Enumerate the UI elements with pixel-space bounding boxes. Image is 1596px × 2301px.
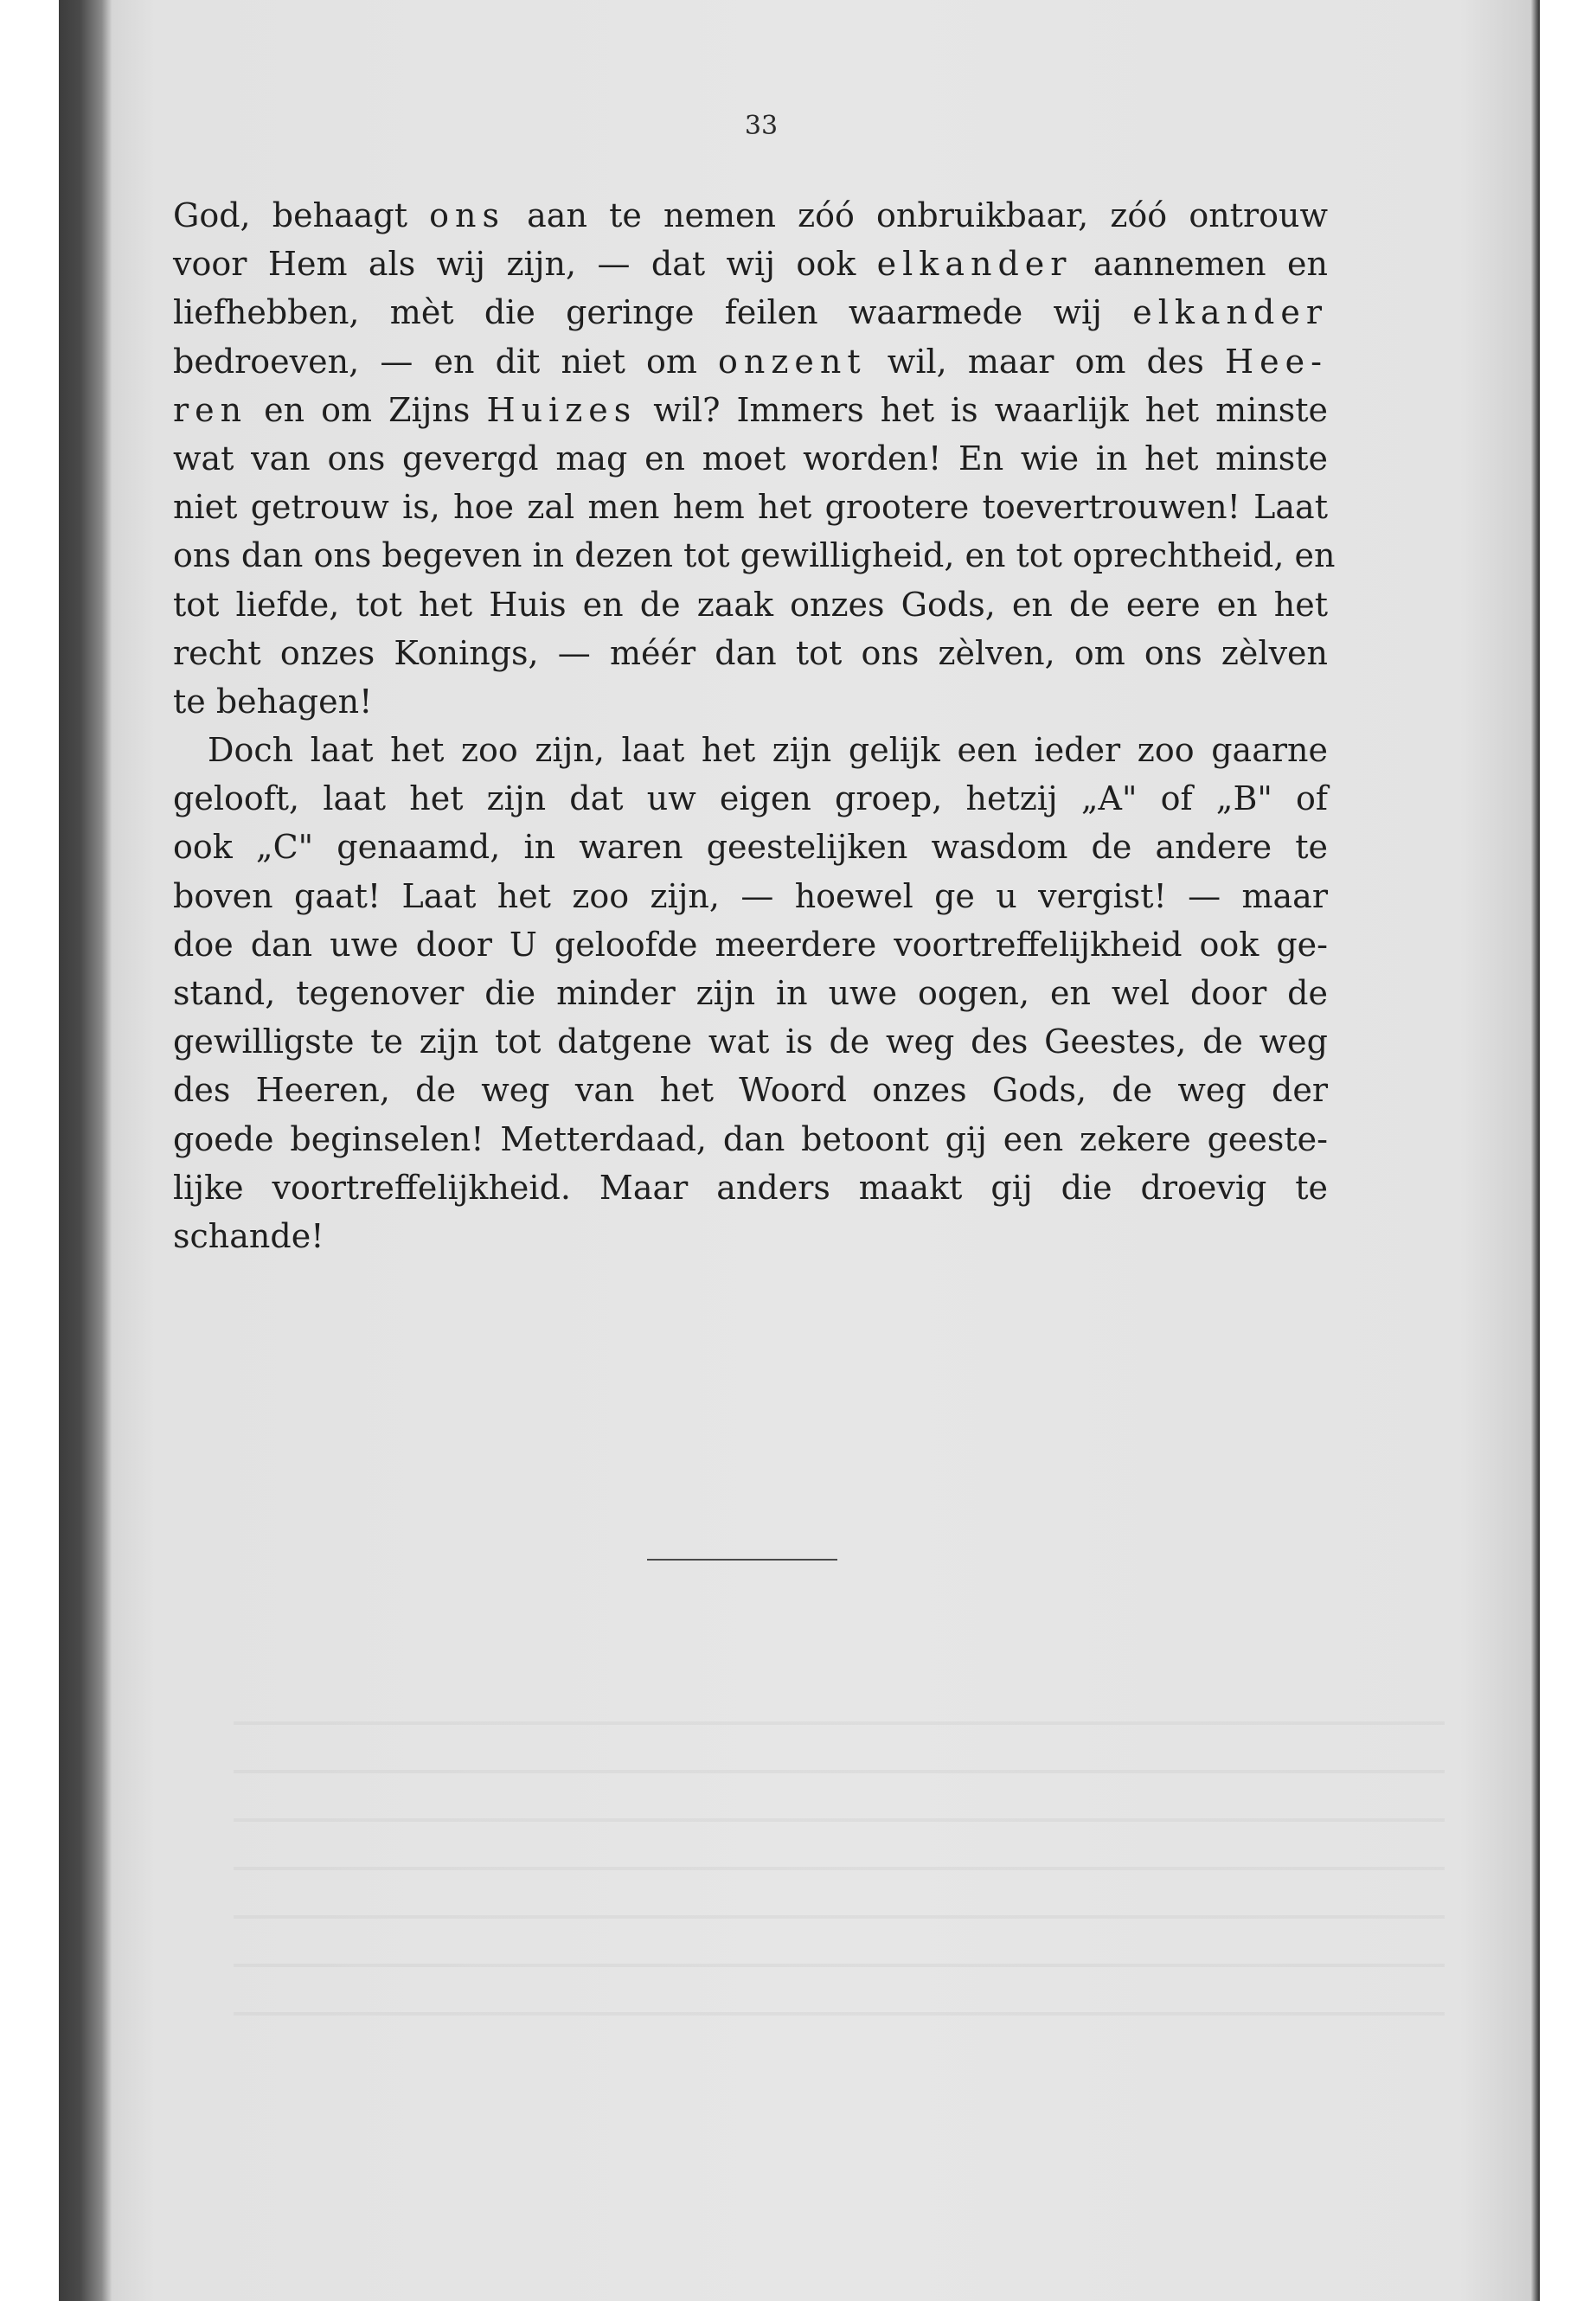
text-segment: voor Hem als wij zijn, — dat wij ook [173,245,877,284]
spaced-emphasis-text: ren [173,390,248,429]
text-segment: Doch laat het zoo zijn, laat het zijn gelijk een ieder zoo gaarne [208,731,1328,770]
text-segment: doe dan uwe door U geloofde meerdere voortreffelijkheid ook ge- [173,925,1328,964]
text-line [173,1163,1328,1212]
text-segment: gelooft, laat het zijn dat uw eigen groep, hetzij „A" of „B" of [173,779,1328,818]
text-line [173,434,1328,483]
text-line [173,969,1328,1017]
spaced-emphasis-text: Huizes [486,390,638,429]
text-line [173,1066,1328,1114]
book-spine-shadow [59,0,112,2301]
text-segment: bedroeven, — en dit niet om [173,342,719,381]
text-segment: tot liefde, tot het Huis en de zaak onzes Gods, en de eere en het [173,585,1328,624]
text-segment: niet getrouw is, hoe zal men hem het grootere toevertrouwen! Laat [173,488,1328,527]
text-line [173,1212,1328,1260]
paragraph-1 [173,191,1336,726]
spaced-emphasis-text: ons [429,196,505,234]
text-line [173,386,1328,434]
text-segment: boven gaat! Laat het zoo zijn, — hoewel ge u vergist! — maar [173,876,1328,915]
text-segment: stand, tegenover die minder zijn in uwe oogen, en wel door de [173,974,1328,1012]
text-segment: lijke voortreffelijkheid. Maar anders maakt gij die droevig te [173,1168,1328,1207]
text-segment: aannemen en [1072,245,1328,284]
text-segment: God, behaagt [173,196,430,234]
page-number: 33 [744,111,779,141]
text-line [173,580,1328,629]
scan-left-margin [0,0,59,2301]
text-segment: recht onzes Konings, — méér dan tot ons zèlven, om ons zèlven [173,633,1328,672]
text-segment: wat van ons gevergd mag en moet worden! En wie in het minste [173,439,1328,478]
text-segment: des Heeren, de weg van het Woord onzes Gods, de weg der [173,1071,1328,1110]
text-line [173,288,1328,336]
text-segment: wil? Immers het is waarlijk het minste [637,390,1328,429]
spaced-emphasis-text: onzent [718,342,867,381]
text-segment: schande! [173,1216,324,1255]
text-line [173,629,1328,677]
text-line [173,872,1328,920]
scan-right-margin [1540,0,1596,2301]
spaced-emphasis-text: elkander [876,245,1073,284]
text-line [173,1115,1328,1163]
text-line [173,774,1328,823]
text-line [173,726,1328,774]
text-segment: gewilligste te zijn tot datgene wat is de weg des Geestes, de weg [173,1022,1328,1061]
text-line [173,191,1328,240]
page-right-edge [1531,0,1540,2301]
section-separator-rule [647,1559,837,1561]
spaced-emphasis-text: Hee- [1225,342,1328,381]
text-line [173,823,1328,871]
text-segment: wil, maar om des [866,342,1226,381]
text-line [173,920,1328,969]
paragraph-2 [173,726,1328,1260]
text-line [173,677,1328,726]
text-line [173,483,1328,531]
text-segment: ons dan ons begeven in dezen tot gewilligheid, en tot oprechtheid, en [173,536,1336,575]
text-line [173,337,1328,386]
text-segment: goede beginselen! Metterdaad, dan betoont gij een zekere geeste- [173,1119,1328,1158]
text-segment: en om Zijns [247,390,487,429]
text-line [173,1017,1328,1066]
text-segment: te behagen! [173,682,373,721]
text-segment: ook „C" genaamd, in waren geestelijken wasdom de andere te [173,828,1328,867]
text-line [173,531,1336,580]
spaced-emphasis-text: elkander [1132,293,1328,332]
text-line [173,240,1328,288]
reverse-side-bleed-through [234,1687,1445,2033]
text-segment: liefhebben, mèt die geringe feilen waarmede wij [173,293,1133,332]
text-segment: aan te nemen zóó onbruikbaar, zóó ontrouw [505,196,1328,234]
body-text [173,191,1336,1260]
